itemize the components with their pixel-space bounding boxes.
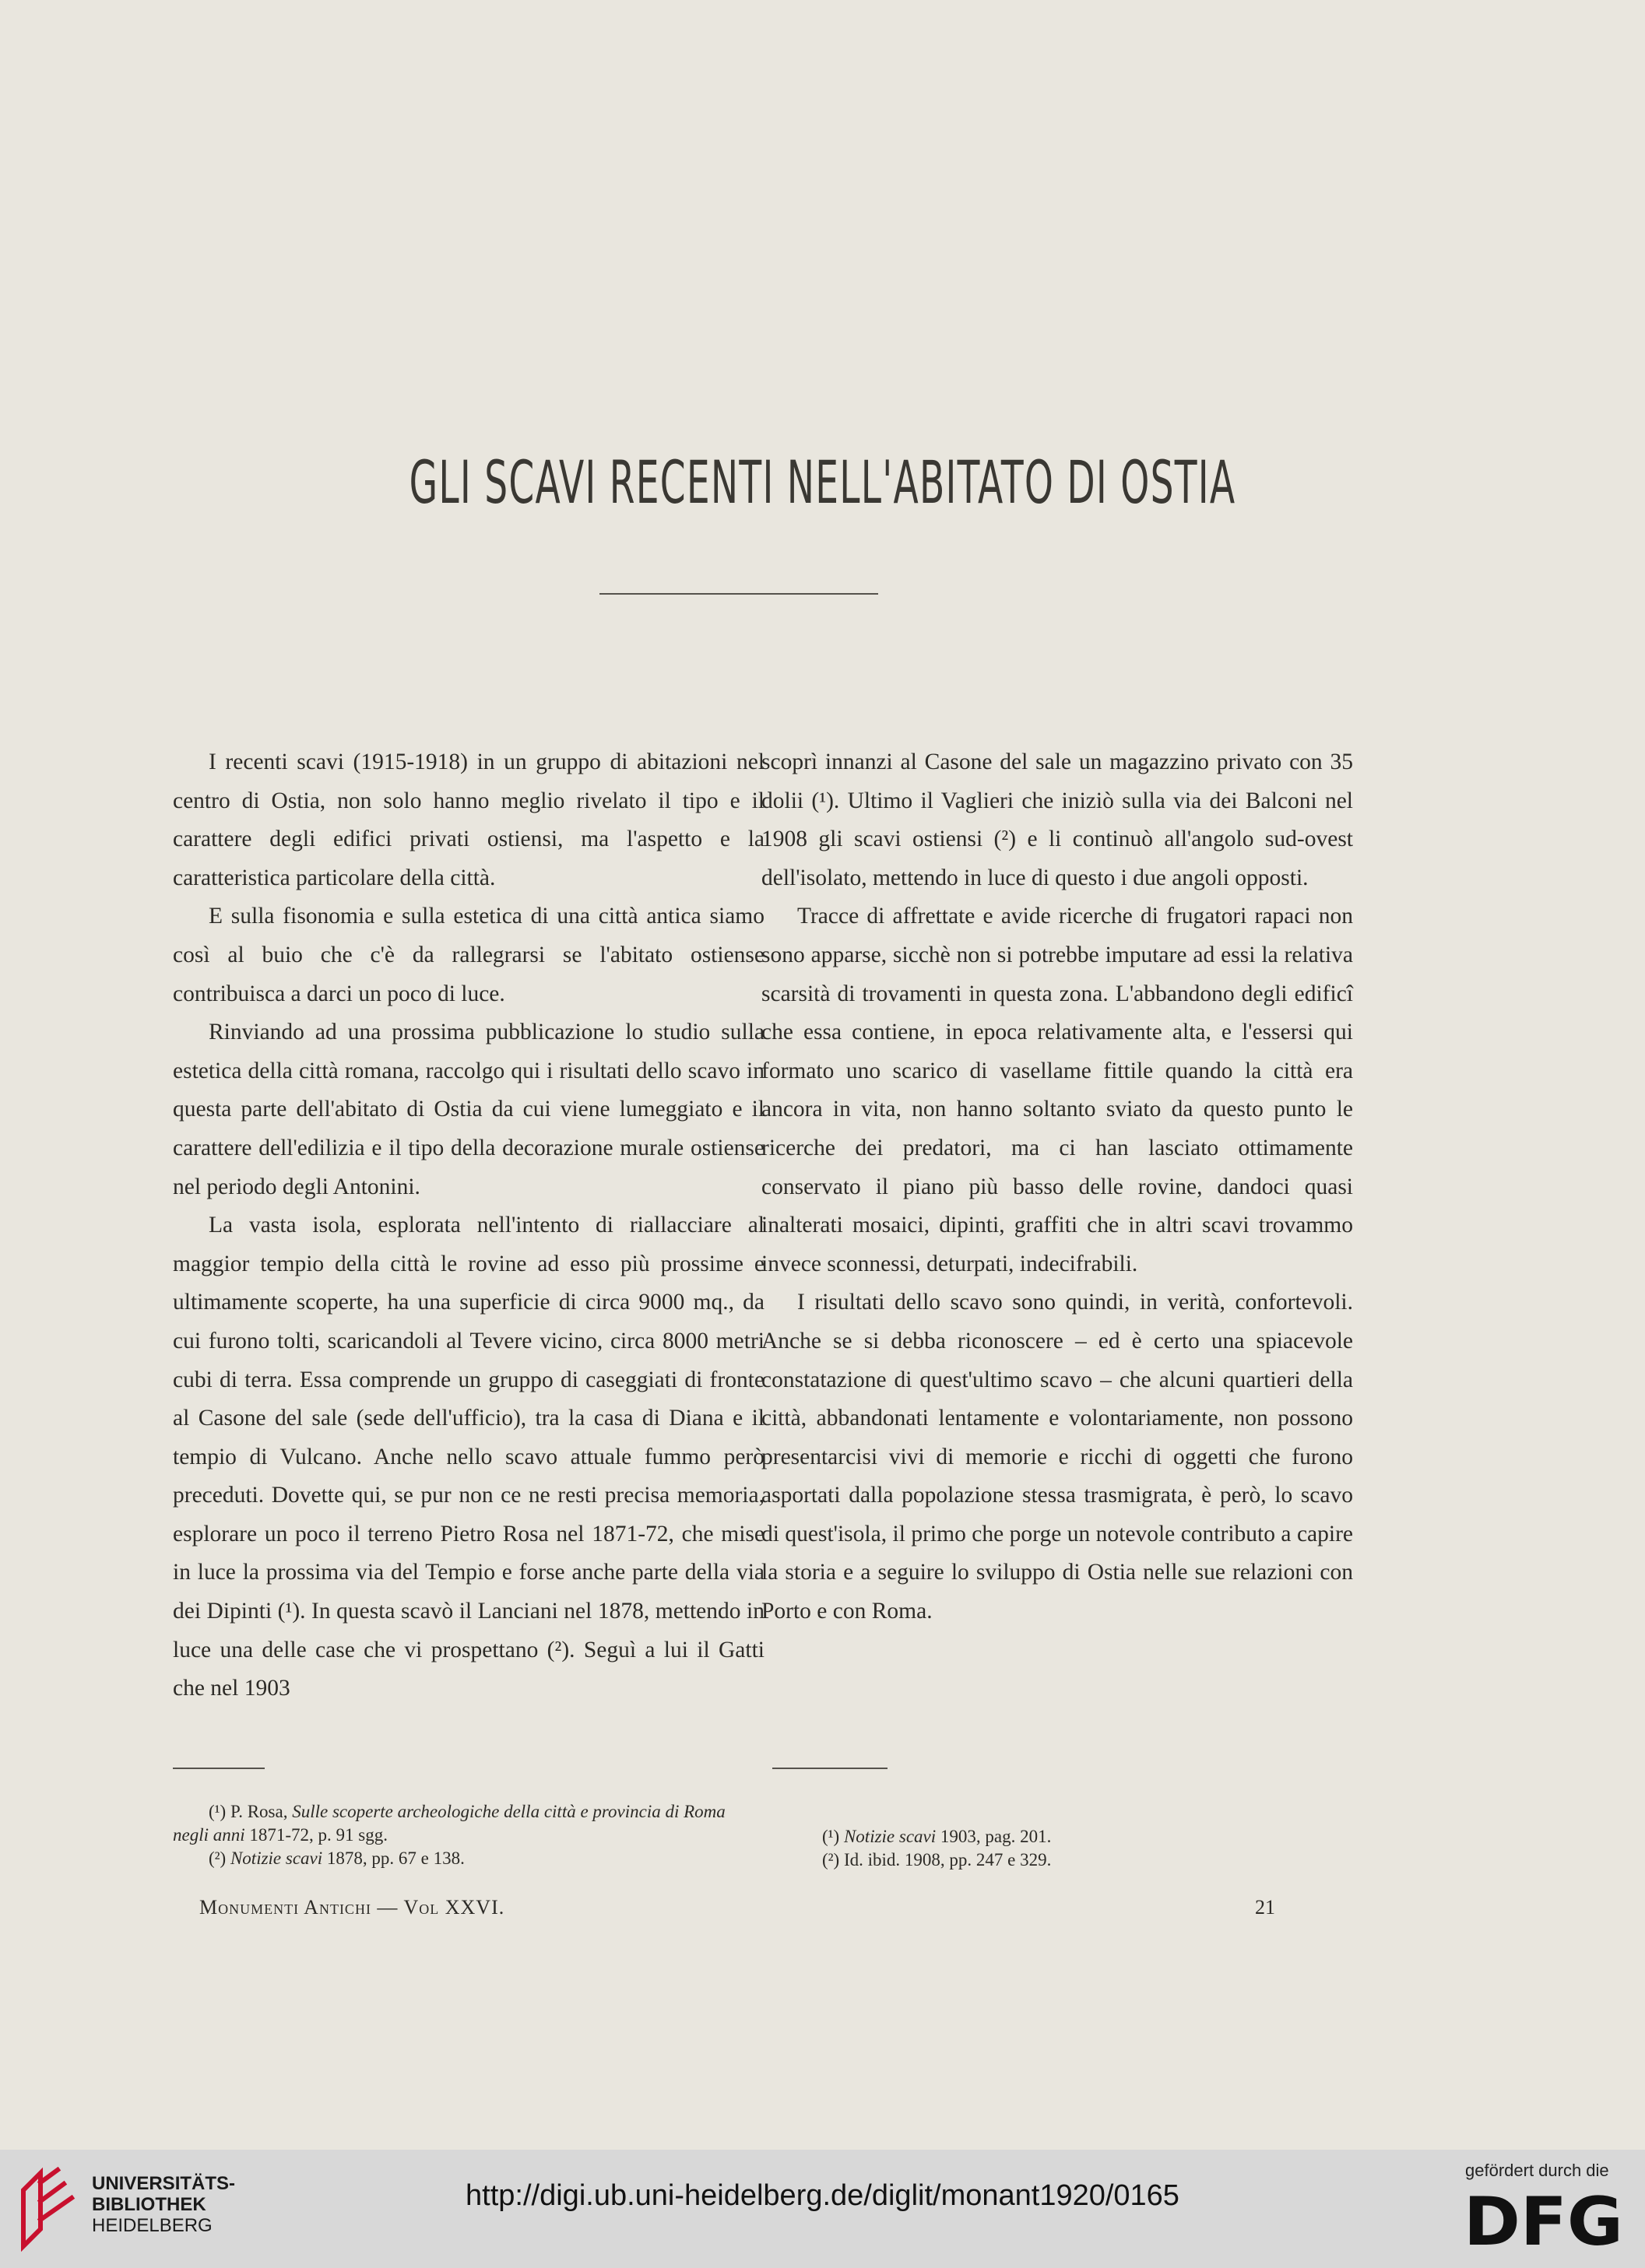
page-number: 21 [1255,1896,1275,1919]
footnote-divider [772,1768,888,1769]
footnote-divider [173,1768,265,1769]
permalink-url[interactable]: http://digi.ub.uni-heidelberg.de/diglit/monant1920/0165 [466,2179,1179,2212]
footnote-text: (²) [209,1848,230,1868]
dfg-logo-icon[interactable] [1464,2189,1627,2251]
footnotes-left [173,1800,765,1870]
paragraph: Rinviando ad una prossima pubblicazione lo studio sulla estetica della città romana, raccolgo qui i risultati dello scavo in questa parte dell'abitato di Ostia da cui viene lumeggiato e il carattere dell'edilizia e il tipo della decorazione murale ostiense nel periodo degli Antonini. [173,1020,765,1199]
footnote-citation-title: Notizie scavi [230,1848,323,1868]
article-title: GLI SCAVI RECENTI NELL'ABITATO DI OSTIA [409,448,1236,517]
running-head: Monumenti Antichi — Vol XXVI. [199,1896,505,1919]
footnote-2 [173,1847,765,1870]
footnote-text: (¹) [822,1827,844,1846]
footnote-text: (¹) P. Rosa, [209,1802,293,1821]
library-name-line: HEIDELBERG [92,2215,213,2236]
left-column [173,743,765,1708]
footnote-citation-title: Notizie scavi [843,1827,937,1846]
dfg-logo-text: DFG [1464,2189,1623,2251]
footnote-text: 1871-72, p. 91 sgg. [244,1825,388,1845]
funding-label: gefördert durch die [1465,2161,1609,2180]
right-column [761,743,1353,1631]
footnote-2: (²) Id. ibid. 1908, pp. 247 e 329. [822,1850,1052,1870]
library-name-line: UNIVERSITÄTS- [92,2173,236,2194]
footnotes-right [786,1825,1378,1872]
paragraph: I recenti scavi (1915-1918) in un gruppo di abitazioni nel centro di Ostia, non solo hanno meglio rivelato il tipo e il carattere degli edifici privati ostiensi, ma l'aspetto e la caratteristica particolare della città. [173,750,765,890]
paragraph: E sulla fisonomia e sulla estetica di una città antica siamo così al buio che c'è da rallegrarsi se l'abitato ostiense contribuisca a darci un poco di luce. [173,904,765,1006]
footnote-text: 1878, pp. 67 e 138. [322,1848,465,1868]
footnote-text: 1903, pag. 201. [936,1827,1052,1846]
paragraph-continued: scoprì innanzi al Casone del sale un magazzino privato con 35 dolii (¹). Ultimo il Vaglieri che iniziò sulla via dei Balconi nel 1908 gli scavi ostiensi (²) e li continuò all'angolo sud-ovest dell'isolato, mettendo in luce di questo i due angoli opposti. [761,750,1353,890]
title-divider [599,593,878,595]
paragraph: Tracce di affrettate e avide ricerche di frugatori rapaci non sono apparse, sicchè non si potrebbe imputare ad essi la relativa scarsità di trovamenti in questa zona. L'abbandono degli edificî che essa contiene, in epoca relativamente alta, e l'essersi qui formato uno scarico di vasellame fittile quando la città era ancora in vita, non hanno soltanto sviato da questo punto le ricerche dei predatori, ma ci han lasciato ottimamente conservato il piano più basso delle rovine, dandoci quasi inalterati mosaici, dipinti, graffiti che in altri scavi trovammo invece sconnessi, deturpati, indecifrabili. [761,904,1353,1276]
footnote-citation-title: Sulle scoperte archeologiche della città e provincia di Roma negli anni [173,1802,726,1845]
library-name-line: BIBLIOTHEK [92,2194,206,2215]
paragraph: I risultati dello scavo sono quindi, in verità, confortevoli. Anche se si debba riconoscere – ed è certo una spiacevole constatazione di quest'ultimo scavo – che alcuni quartieri della città, abbandonati lentamente e volontariamente, non possono presentarcisi vivi di memorie e ricchi di oggetti che furono asportati dalla popolazione stessa trasmigrata, è però, lo scavo di quest'isola, il primo che porge un notevole contributo a capire la storia e a seguire lo sviluppo di Ostia nelle sue relazioni con Porto e con Roma. [761,1290,1353,1624]
footnote-1 [786,1825,1378,1848]
viewer-footer-bar [0,2150,1645,2268]
paragraph: La vasta isola, esplorata nell'intento di riallacciare al maggior tempio della città le rovine ad esso più prossime e ultimamente scoperte, ha una superficie di circa 9000 mq., da cui furono tolti, scaricandoli al Tevere vicino, circa 8000 metri cubi di terra. Essa comprende un gruppo di caseggiati di fronte al Casone del sale (sede dell'ufficio), tra la casa di Diana e il tempio di Vulcano. Anche nello scavo attuale fummo però preceduti. Dovette qui, se pur non ce ne resti precisa memoria, esplorare un poco il terreno Pietro Rosa nel 1871-72, che mise in luce la prossima via del Tempio e forse anche parte della via dei Dipinti (¹). In questa scavò il Lanciani nel 1878, mettendo in luce una delle case che vi prospettano (²). Seguì a lui il Gatti che nel 1903 [173,1213,765,1701]
footnote-1 [173,1800,765,1847]
